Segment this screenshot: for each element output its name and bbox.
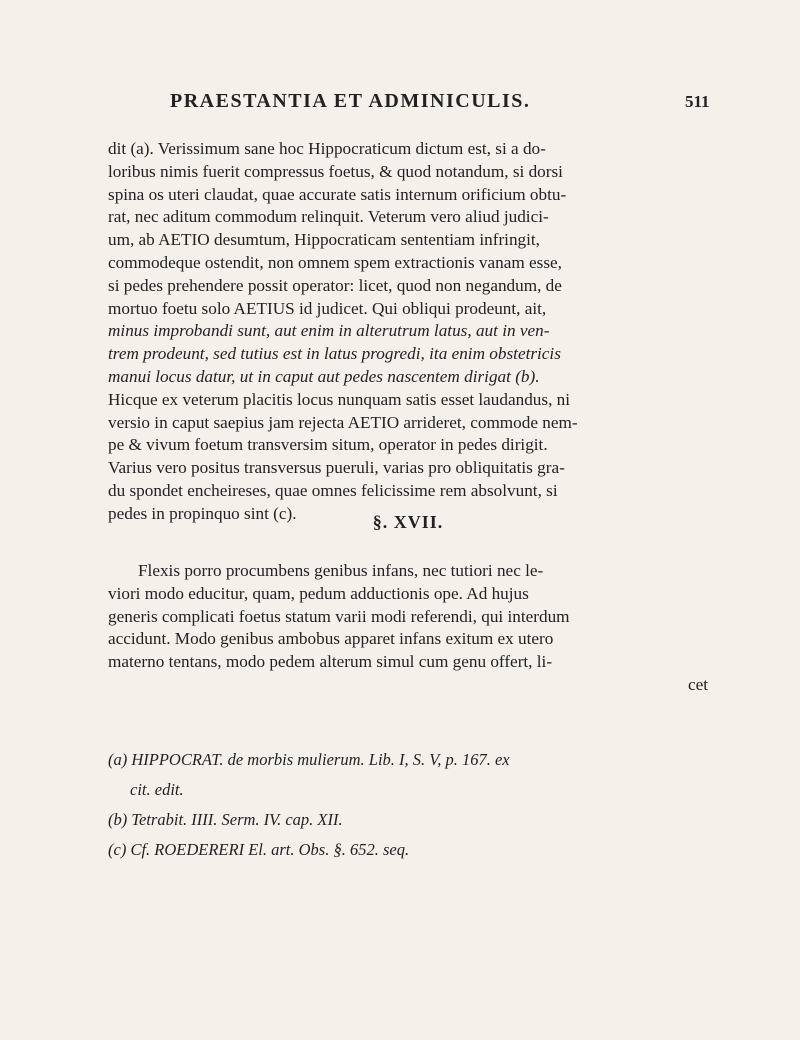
text-line: manui locus datur, ut in caput aut pedes nascentem dirigat (b). [108, 366, 540, 386]
text-line: versio in caput saepius jam rejecta AETIO arrideret, commode nem- [108, 412, 578, 432]
section-heading: §. XVII. [372, 512, 444, 532]
page-number: 511 [685, 92, 710, 111]
footnotes [108, 745, 708, 865]
footnote-b: (b) Tetrabit. IIII. Serm. IV. cap. XII. [108, 810, 343, 829]
text-line: mortuo foetu solo AETIUS id judicet. Qui obliqui prodeunt, ait, [108, 298, 547, 318]
text-line: Flexis porro procumbens genibus infans, nec tutiori nec le- [138, 561, 544, 580]
text-line: loribus nimis fuerit compressus foetus, & quod notandum, si dorsi [108, 161, 563, 181]
text-line: dit (a). Verissimum sane hoc Hippocraticum dictum est, si a do- [108, 139, 546, 158]
text-line: commodeque ostendit, non omnem spem extractionis vanam esse, [108, 252, 562, 272]
paragraph-1 [108, 138, 708, 526]
text-line: materno tentans, modo pedem alterum simul cum genu offert, li- [108, 652, 553, 672]
paragraph-2 [108, 560, 708, 697]
footnote-a-cont: cit. edit. [130, 780, 184, 799]
text-line: trem prodeunt, sed tutius est in latus progredi, ita enim obstetricis [108, 344, 561, 364]
text-line: generis complicati foetus statum varii modi referendi, qui interdum [108, 606, 570, 626]
text-line: cet [687, 674, 708, 694]
text-line: accidunt. Modo genibus ambobus apparet infans exitum ex utero [108, 629, 554, 649]
text-line: pedes in propinquo sint (c). [108, 503, 297, 523]
text-line: minus improbandi sunt, aut enim in alterutrum latus, aut in ven- [108, 321, 550, 341]
text-line: Hicque ex veterum placitis locus nunquam satis esset laudandus, ni [108, 389, 571, 409]
footnote-a: (a) HIPPOCRAT. de morbis mulierum. Lib. I, S. V, p. 167. ex [108, 750, 510, 769]
footnote-c: (c) Cf. ROEDERERI El. art. Obs. §. 652. seq. [108, 840, 410, 859]
text-line: si pedes prehendere possit operator: licet, quod non negandum, de [108, 275, 562, 295]
text-line: spina os uteri claudat, quae accurate satis internum orificium obtu- [108, 184, 567, 204]
text-line: Varius vero positus transversus pueruli, varias pro obliquitatis gra- [108, 458, 565, 478]
text-line: viori modo educitur, quam, pedum adductionis ope. Ad hujus [108, 583, 529, 603]
text-line: pe & vivum foetum transversim situm, operator in pedes dirigit. [108, 435, 548, 455]
text-line: um, ab AETIO desumtum, Hippocraticam sententiam infringit, [108, 230, 540, 250]
text-line: rat, nec aditum commodum relinquit. Veterum vero aliud judici- [108, 207, 549, 227]
text-line: du spondet encheireses, quae omnes felicissime rem absolvunt, si [108, 480, 558, 500]
running-header: PRAESTANTIA ET ADMINICULIS. [170, 90, 531, 112]
